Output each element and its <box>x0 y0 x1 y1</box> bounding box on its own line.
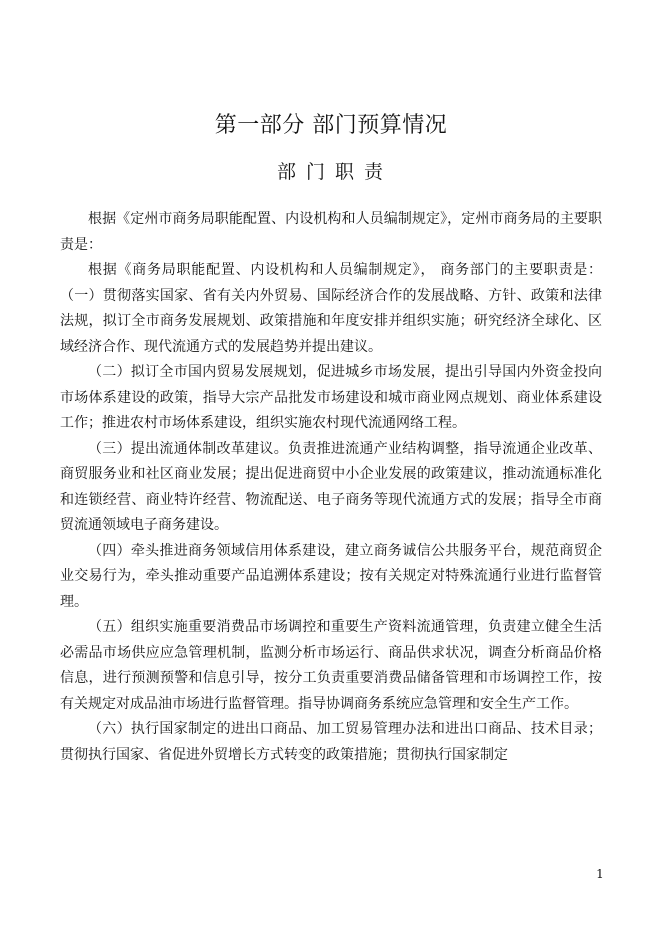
paragraph-duty-5: （五）组织实施重要消费品市场调控和重要生产资料流通管理，负责建立健全生活必需品市场供应应急管理机制，监测分析市场运行、商品供求状况，调查分析商品价格信息，进行预测预警和信息引导，按分工负责重要消费品储备管理和市场调控工作，按有关规定对成品油市场进行监督管理。指导协调商务系统应急管理和安全生产工作。 <box>60 619 602 712</box>
paragraph-duty-4: （四）牵头推进商务领域信用体系建设，建立商务诚信公共服务平台，规范商贸企业交易行为，牵头推动重要产品追溯体系建设；按有关规定对特殊流通行业进行监督管理。 <box>60 542 602 610</box>
body-text <box>60 207 602 768</box>
section-heading: 部 门 职 责 <box>276 161 386 183</box>
page-title: 第一部分 部门预算情况 <box>214 113 448 138</box>
paragraph-duty-2: （二）拟订全市国内贸易发展规划，促进城乡市场发展，提出引导国内外资金投向市场体系建设的政策，指导大宗产品批发市场建设和城市商业网点规划、商业体系建设工作；推进农村市场体系建设，组织实施农村现代流通网络工程。 <box>60 364 602 431</box>
paragraph-duty-3: （三）提出流通体制改革建议。负责推进流通产业结构调整，指导流通企业改革、商贸服务业和社区商业发展；提出促进商贸中小企业发展的政策建议，推动流通标准化和连锁经营、商业特许经营、物流配送、电子商务等现代流通方式的发展；指导全市商贸流通领域电子商务建设。 <box>60 440 602 533</box>
paragraph-intro: 根据《定州市商务局职能配置、内设机构和人员编制规定》，定州市商务局的主要职责是： <box>60 211 602 253</box>
page-number: 1 <box>596 867 604 881</box>
paragraph-duty-6: （六）执行国家制定的进出口商品、加工贸易管理办法和进出口商品、技术目录；贯彻执行国家、省促进外贸增长方式转变的政策措施；贯彻执行国家制定 <box>60 721 602 763</box>
paragraph-duty-1: 根据《商务局职能配置、内设机构和人员编制规定》， 商务部门的主要职责是： （一）贯彻落实国家、省有关内外贸易、国际经济合作的发展战略、方针、政策和法律法规，拟订全市商务发展规划、政策措施和年度安排并组织实施；研究经济全球化、区域经济合作、现代流通方式的发展趋势并提出建议。 <box>60 262 602 355</box>
